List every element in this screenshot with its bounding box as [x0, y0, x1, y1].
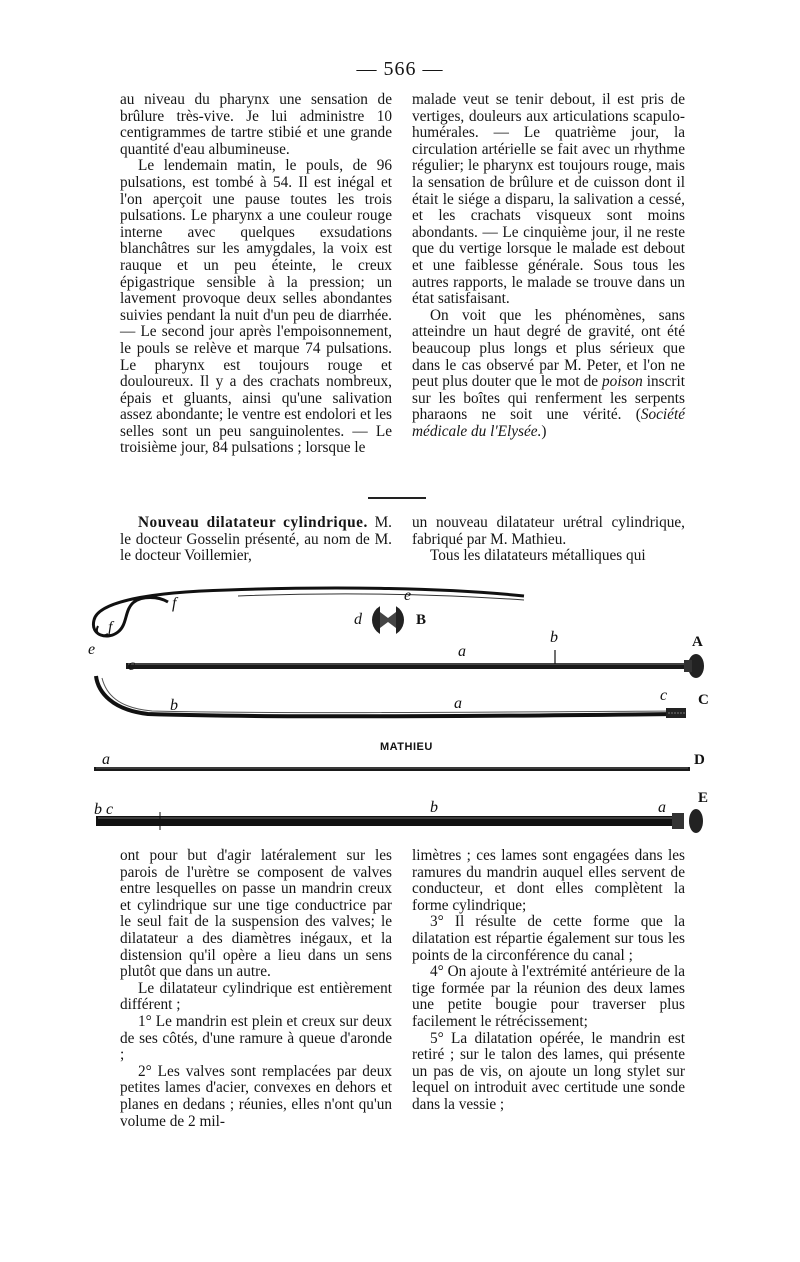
label-b: b: [94, 801, 102, 818]
rod-e-collar: [672, 813, 684, 829]
section-title: Nouveau dilatateur cylindrique.: [138, 514, 368, 531]
paragraph: malade veut se tenir debout, il est pris de vertiges, douleurs aux articulations scapulo-humérales. — Le quatrième jour, la circulation artérielle se fait avec un rhythme régulier; le pharynx est toujours rouge, mais la sensation de brûlure et de cuisson dont il était le siége a disparu, la salivation a cessé, et les crachats visqueux sont moins abondants. — Le cinquième jour, il ne reste que du vertige lorsque le malade est debout et une faiblesse générale. Sous tous les autres rapports, le malade se trouve dans un état satisfaisant.: [412, 91, 685, 308]
text-run: inscrit sur les boîtes qui renferment les serpents pharaons ne soit une vérité. (: [412, 373, 686, 424]
paragraph: 1° Le mandrin est plein et creux sur deux de ses côtés, d'une ramure à queue d'aronde ;: [120, 1012, 392, 1064]
column-bottom-right: [412, 848, 685, 1114]
column-top-right: [412, 92, 685, 440]
sound-c-inner: [102, 678, 676, 713]
label-f: f: [172, 595, 177, 612]
stylet-f-inner: [238, 594, 524, 600]
column-bottom-left: [120, 848, 392, 1130]
paragraph: Le dilatateur cylindrique est entièrement différent ;: [120, 979, 392, 1014]
paragraph: au niveau du pharynx une sensation de brûlure très-vive. Je lui administre 10 centigrammes de tartre stibié et une grande quantité d'eau albumineuse.: [120, 91, 392, 158]
italic-word: poison: [602, 373, 643, 391]
paragraph: [412, 308, 685, 441]
column-mid-right: [412, 515, 685, 565]
column-top-left: [120, 92, 392, 457]
paragraph: ont pour but d'agir latéralement sur les parois de l'urètre se composent de valves entre lesquelles on passe un mandrin creux et cylindrique sur une tige conductrice par le seul fait de la suspension des valves; le dilatateur a des diamètres inégaux, et la distension qu'il opère a lieu dans un sens plutôt que dans un autre.: [120, 847, 392, 981]
stylet-f: [93, 588, 524, 636]
paragraph: Le lendemain matin, le pouls, de 96 pulsations, est tombé à 54. Il est inégal et l'on aperçoit une pause toutes les trois pulsations. Le pharynx a une couleur rouge interne avec quelques exsudations blanchâtres sur les amygdales, la voix est rauque et un peu éteinte, le creux épigastrique sensible à la pression; un lavement provoque deux selles abondantes suivies pendant la nuit d'un peu de diarrhée. — Le second jour après l'empoisonnement, le pouls se relève et marque 74 pulsations. Le pharynx est toujours rouge et douloureux. Il y a des crachats nombreux, épais et gluants, ainsi qu'une salivation assez abondante; le ventre est endolori et les selles sont un peu sanguinolentes. — Le troisième jour, 84 pulsations ; lorsque le: [120, 157, 392, 457]
label-b: b: [550, 629, 558, 646]
label-c: c: [106, 801, 114, 818]
label-d: d: [354, 611, 362, 628]
label-a: a: [458, 643, 466, 660]
label-a-uppercase: A: [692, 634, 703, 650]
label-e: e: [404, 587, 412, 604]
paragraph: limètres ; ces lames sont engagées dans les ramures du mandrin auquel elles servent de conducteur, et dont elles complètent la forme cylindrique;: [412, 847, 685, 914]
label-c-uppercase: C: [698, 692, 709, 708]
paragraph: 3° Il résulte de cette forme que la dilatation est répartie également sur tous les points de la circonférence du canal ;: [412, 913, 685, 964]
label-b: b: [170, 697, 178, 714]
label-c: c: [660, 687, 668, 704]
label-d-uppercase: D: [694, 752, 705, 768]
label-e: e: [88, 641, 96, 658]
source-citation: Société médicale du l'Elysée.: [412, 406, 685, 440]
text-run: ): [541, 422, 547, 440]
label-b-uppercase: B: [416, 612, 427, 628]
maker-mark: MATHIEU: [380, 741, 433, 753]
paragraph: 2° Les valves sont remplacées par deux petites lames d'acier, convexes en dehors et planes en dedans ; réunies, elles n'ont qu'un volume de 2 mil-: [120, 1062, 392, 1130]
dilator-illustration: [88, 580, 712, 842]
label-a: a: [454, 695, 462, 712]
text-run: M. le docteur Gosselin présenté, au nom de M. le docteur Voillemier,: [120, 514, 393, 565]
rod-d: [94, 767, 690, 771]
paragraph: 5° La dilatation opérée, le mandrin est retiré ; sur le talon des lames, qui présente un pas de vis, on ajoute un long stylet sur lequel on introduit avec certitude une sonde dans la vessie ;: [412, 1029, 685, 1113]
label-a: a: [658, 799, 666, 816]
page-number: — 566 —: [356, 58, 444, 80]
label-a: a: [102, 751, 110, 768]
section-divider: [368, 497, 426, 499]
dilator-engraving: [88, 580, 712, 842]
paragraph: Tous les dilatateurs métalliques qui: [430, 547, 646, 565]
paragraph: 4° On ajoute à l'extrémité antérieure de la tige formée par la réunion des deux lames une petite bougie pour traverser plus facilement le rétrécissement;: [412, 963, 685, 1030]
sound-c: [96, 676, 678, 716]
rod-e: [96, 816, 680, 826]
rod-e-knob: [689, 809, 703, 833]
rod-a-collar: [684, 660, 692, 672]
column-mid-left: [120, 515, 392, 565]
text-run: On voit que les phénomènes, sans atteindre un haut degré de gravité, ont été beaucoup plus longs et plus sérieux que dans le cas observé par M. Peter, et l'on ne peut plus douter que le mot de: [412, 306, 685, 391]
label-b: b: [430, 799, 438, 816]
paragraph: [120, 515, 392, 565]
label-c: c: [128, 657, 136, 674]
label-e-uppercase: E: [698, 790, 709, 806]
label-f: f: [108, 619, 113, 636]
paragraph: un nouveau dilatateur urétral cylindrique, fabriqué par M. Mathieu.: [412, 514, 685, 548]
